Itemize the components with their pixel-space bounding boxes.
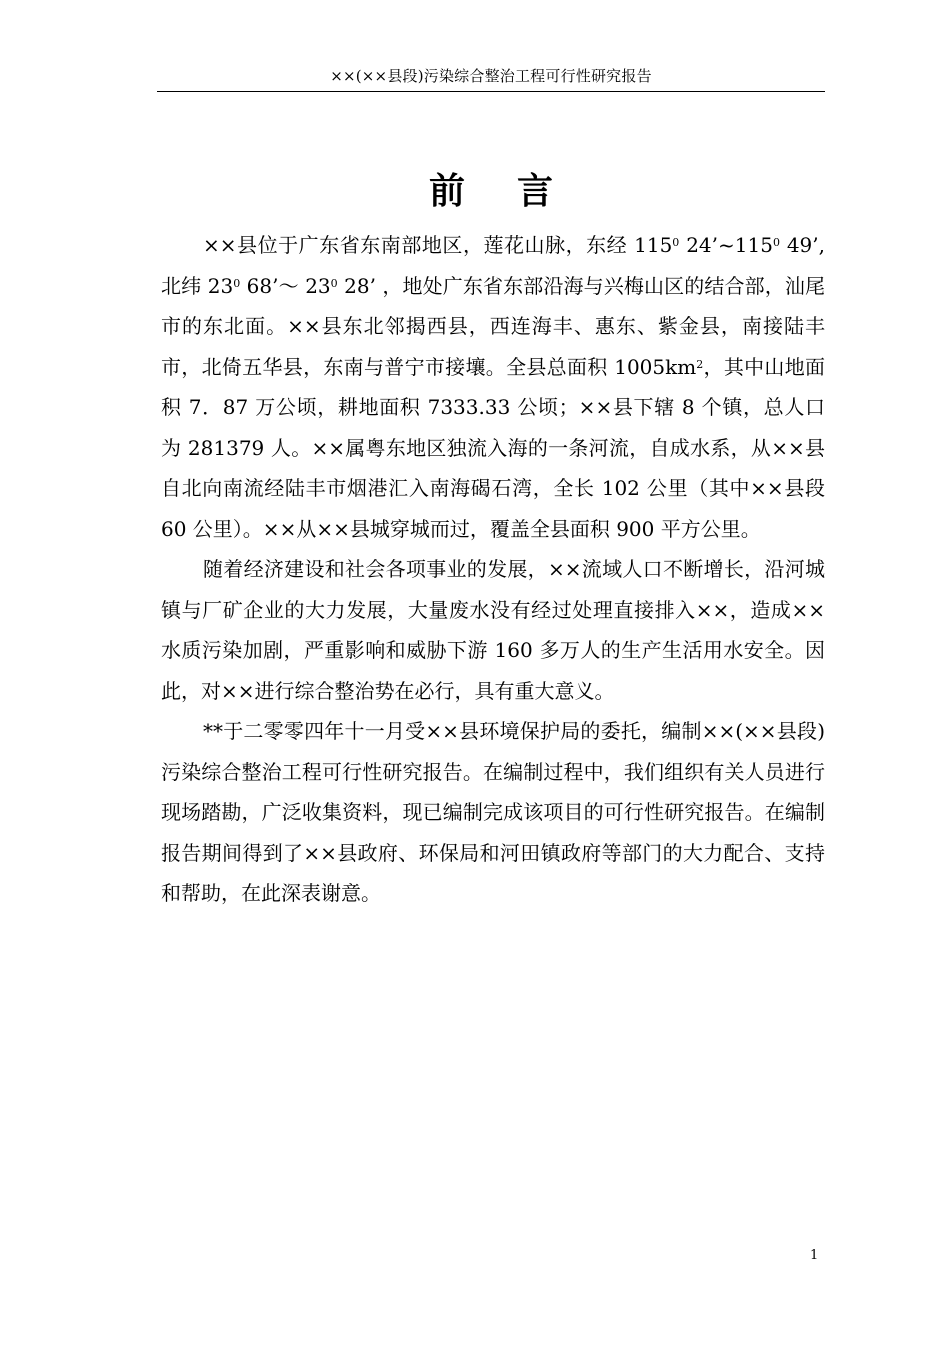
- paragraph-pollution: 随着经济建设和社会各项事业的发展，××流域人口不断增长，沿河城镇与厂矿企业的大力发展，大量废水没有经过处理直接排入××，造成××水质污染加剧，严重影响和威胁下游 160 多万人的生产生活用水安全。因此，对××进行综合整治势在必行，具有重大意义。: [161, 557, 825, 703]
- p1-text-6: ，其中山地面积 7．87 万公顷，耕地面积 7333.33 公顷；××县下辖 8 个镇，总人口为 281379 人。××属粤东地区独流入海的一条河流，自成水系，从××县自北向南流经陆丰市烟港汇入南海碣石湾，全长 102 公里（其中××县段 60 公里）。××从××县城穿城而过，覆盖全县面积 900 平方公里。: [161, 354, 826, 541]
- squared-superscript: 2: [696, 357, 704, 371]
- paragraph-commission: **于二零零四年十一月受××县环境保护局的委托，编制××(××县段)污染综合整治工程可行性研究报告。在编制过程中，我们组织有关人员进行现场踏勘，广泛收集资料，现已编制完成该项目的可行性研究报告。在编制报告期间得到了××县政府、环保局和河田镇政府等部门的大力配合、支持和帮助，在此深表谢意。: [161, 719, 825, 905]
- p1-text-3: 49’, 北纬 23: [161, 233, 825, 298]
- page-number: 1: [810, 1248, 819, 1263]
- p1-text-5: 28’ ，地处广东省东部沿海与兴梅山区的结合部，汕尾市的东北面。××县东北邻揭西县，西连海丰、惠东、紫金县，南接陆丰市，北倚五华县，东南与普宁市接壤。全县总面积 1005km: [161, 273, 825, 379]
- degree-superscript: 0: [672, 236, 680, 249]
- running-header: ××(××县段)污染综合整治工程可行性研究报告: [330, 67, 652, 85]
- page-title: [157, 167, 825, 217]
- p1-text-4: 68’～ 23: [240, 273, 331, 298]
- p1-text-2: 24’~115: [679, 233, 773, 257]
- title-char-2: 言: [517, 171, 554, 213]
- body-text: [161, 225, 825, 914]
- title-char-1: 前: [428, 171, 465, 213]
- degree-superscript: 0: [330, 276, 338, 290]
- header-rule: [157, 91, 825, 92]
- degree-superscript: 0: [233, 276, 241, 290]
- paragraph-location: [161, 225, 825, 549]
- p1-text-1: ××县位于广东省东南部地区，莲花山脉，东经 115: [203, 233, 673, 257]
- degree-superscript: 0: [772, 236, 780, 249]
